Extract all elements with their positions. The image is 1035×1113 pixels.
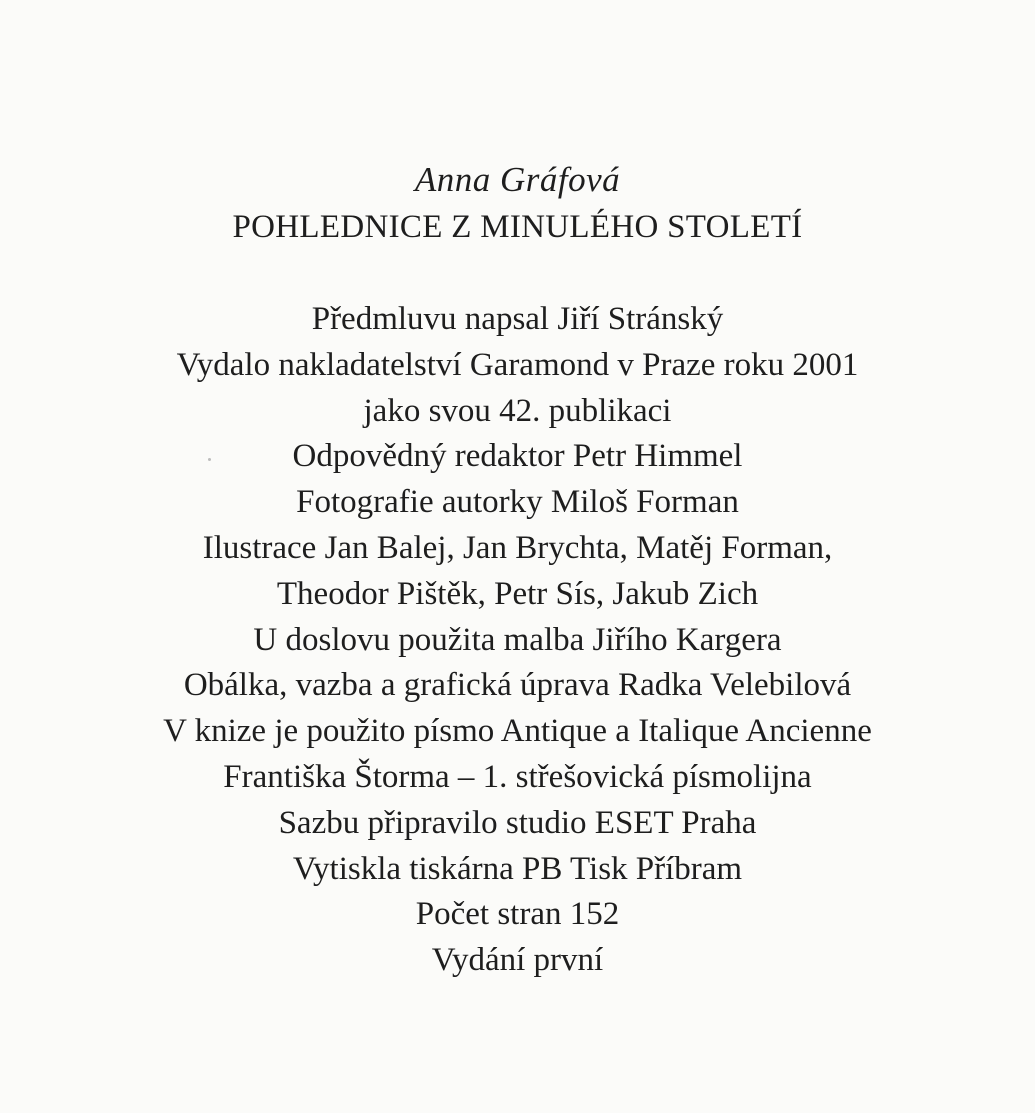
colophon-line: Františka Štorma – 1. střešovická písmolijna xyxy=(223,758,812,795)
colophon-line: Předmluvu napsal Jiří Stránský xyxy=(311,301,724,337)
colophon-line: Odpovědný redaktor Petr Himmel xyxy=(292,438,743,475)
colophon-line: U doslovu použita malba Jiřího Kargera xyxy=(253,621,782,658)
colophon-line: Theodor Pištěk, Petr Sís, Jakub Zich xyxy=(276,575,759,612)
colophon-list xyxy=(0,297,1035,984)
colophon-line: Ilustrace Jan Balej, Jan Brychta, Matěj Forman, xyxy=(202,529,833,566)
author-name: Anna Gráfová xyxy=(414,160,621,199)
colophon-line: Počet stran 152 xyxy=(415,896,620,933)
colophon-line: Vytiskla tiskárna PB Tisk Příbram xyxy=(292,850,743,887)
colophon-line: V knize je použito písmo Antique a Italique Ancienne xyxy=(163,713,872,750)
colophon-line: Obálka, vazba a grafická úprava Radka Velebilová xyxy=(183,667,852,704)
colophon-line: Sazbu připravilo studio ESET Praha xyxy=(278,804,757,841)
book-title: POHLEDNICE Z MINULÉHO STOLETÍ xyxy=(232,209,803,245)
colophon-line: Vydalo nakladatelství Garamond v Praze roku 2001 xyxy=(176,346,859,383)
colophon-line: jako svou 42. publikaci xyxy=(363,392,672,429)
colophon-line: Vydání první xyxy=(431,942,604,979)
colophon-line: Fotografie autorky Miloš Forman xyxy=(296,484,739,521)
paper-speck xyxy=(208,458,211,461)
